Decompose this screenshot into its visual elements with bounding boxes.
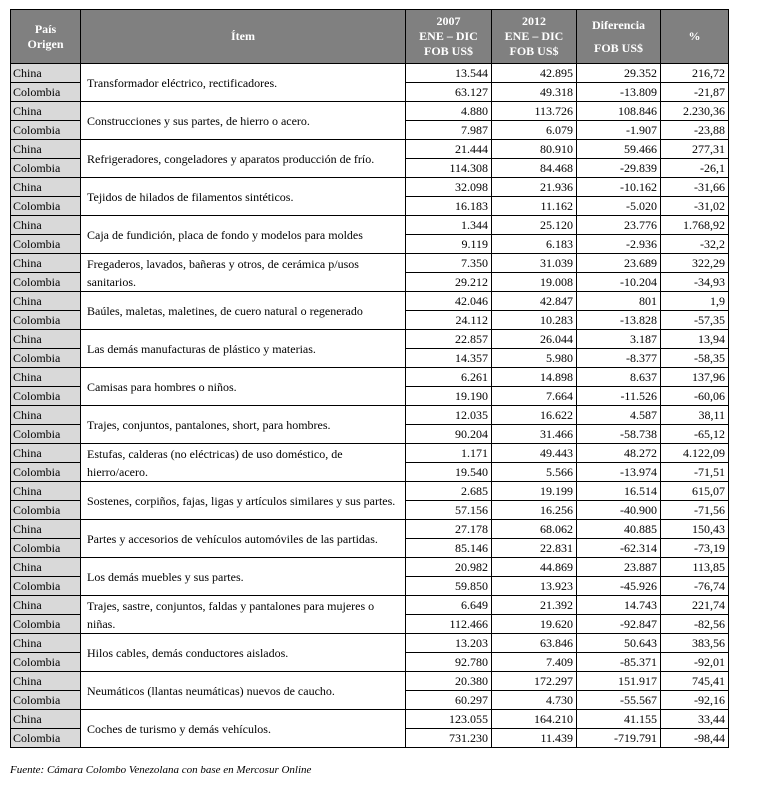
header-item: Ítem (81, 10, 406, 64)
percent-cell: 277,31 (661, 140, 729, 159)
difference-cell: 50.643 (577, 634, 661, 653)
percent-cell: -26,1 (661, 159, 729, 178)
difference-cell: 108.846 (577, 102, 661, 121)
value-2012-cell: 80.910 (492, 140, 577, 159)
header-difference: Diferencia FOB US$ (577, 10, 661, 64)
value-2012-cell: 49.318 (492, 83, 577, 102)
percent-cell: 150,43 (661, 520, 729, 539)
value-2012-cell: 7.409 (492, 653, 577, 672)
percent-cell: 113,85 (661, 558, 729, 577)
item-cell: Neumáticos (llantas neumáticas) nuevos de caucho. (81, 672, 406, 710)
percent-cell: 1.768,92 (661, 216, 729, 235)
value-2012-cell: 22.831 (492, 539, 577, 558)
difference-cell: -10.162 (577, 178, 661, 197)
item-cell: Coches de turismo y demás vehículos. (81, 710, 406, 748)
value-2007-cell: 29.212 (406, 273, 492, 292)
table-row (11, 140, 729, 159)
percent-cell: -71,56 (661, 501, 729, 520)
difference-cell: -2.936 (577, 235, 661, 254)
source-note: Fuente: Cámara Colombo Venezolana con base en Mercosur Online (10, 764, 312, 776)
difference-cell: -55.567 (577, 691, 661, 710)
value-2012-cell: 21.936 (492, 178, 577, 197)
country-cell: Colombia (11, 425, 81, 444)
value-2007-cell: 92.780 (406, 653, 492, 672)
country-cell: Colombia (11, 577, 81, 596)
item-cell: Camisas para hombres o niños. (81, 368, 406, 406)
value-2012-cell: 113.726 (492, 102, 577, 121)
value-2012-cell: 7.664 (492, 387, 577, 406)
value-2012-cell: 63.846 (492, 634, 577, 653)
difference-cell: 801 (577, 292, 661, 311)
item-cell: Trajes, conjuntos, pantalones, short, para hombres. (81, 406, 406, 444)
header-row (11, 10, 729, 64)
percent-cell: 33,44 (661, 710, 729, 729)
value-2012-cell: 42.895 (492, 64, 577, 83)
percent-cell: -34,93 (661, 273, 729, 292)
value-2007-cell: 32.098 (406, 178, 492, 197)
percent-cell: 383,56 (661, 634, 729, 653)
value-2012-cell: 10.283 (492, 311, 577, 330)
value-2012-cell: 4.730 (492, 691, 577, 710)
value-2007-cell: 12.035 (406, 406, 492, 425)
difference-cell: -29.839 (577, 159, 661, 178)
value-2007-cell: 14.357 (406, 349, 492, 368)
value-2012-cell: 6.183 (492, 235, 577, 254)
value-2007-cell: 13.203 (406, 634, 492, 653)
table-row (11, 102, 729, 121)
percent-cell: -71,51 (661, 463, 729, 482)
country-cell: Colombia (11, 463, 81, 482)
item-cell: Partes y accesorios de vehículos automóviles de las partidas. (81, 520, 406, 558)
value-2007-cell: 21.444 (406, 140, 492, 159)
difference-cell: -58.738 (577, 425, 661, 444)
table-row (11, 596, 729, 615)
value-2012-cell: 14.898 (492, 368, 577, 387)
difference-cell: -45.926 (577, 577, 661, 596)
header-percent: % (661, 10, 729, 64)
difference-cell: 59.466 (577, 140, 661, 159)
difference-cell: 23.887 (577, 558, 661, 577)
item-cell: Trajes, sastre, conjuntos, faldas y pantalones para mujeres o niñas. (81, 596, 406, 634)
difference-cell: 14.743 (577, 596, 661, 615)
percent-cell: 322,29 (661, 254, 729, 273)
difference-cell: 40.885 (577, 520, 661, 539)
country-cell: Colombia (11, 653, 81, 672)
country-cell: China (11, 292, 81, 311)
value-2007-cell: 85.146 (406, 539, 492, 558)
percent-cell: -23,88 (661, 121, 729, 140)
value-2007-cell: 19.190 (406, 387, 492, 406)
difference-cell: -5.020 (577, 197, 661, 216)
value-2007-cell: 59.850 (406, 577, 492, 596)
value-2007-cell: 6.261 (406, 368, 492, 387)
percent-cell: 4.122,09 (661, 444, 729, 463)
value-2012-cell: 68.062 (492, 520, 577, 539)
value-2012-cell: 5.980 (492, 349, 577, 368)
value-2007-cell: 63.127 (406, 83, 492, 102)
country-cell: China (11, 368, 81, 387)
trade-table-container (10, 9, 729, 748)
value-2007-cell: 16.183 (406, 197, 492, 216)
country-cell: Colombia (11, 273, 81, 292)
percent-cell: -58,35 (661, 349, 729, 368)
country-cell: Colombia (11, 197, 81, 216)
difference-cell: 4.587 (577, 406, 661, 425)
value-2012-cell: 25.120 (492, 216, 577, 235)
percent-cell: -98,44 (661, 729, 729, 748)
difference-cell: -1.907 (577, 121, 661, 140)
difference-cell: -719.791 (577, 729, 661, 748)
country-cell: Colombia (11, 615, 81, 634)
percent-cell: -92,01 (661, 653, 729, 672)
table-row (11, 216, 729, 235)
value-2012-cell: 19.620 (492, 615, 577, 634)
value-2012-cell: 13.923 (492, 577, 577, 596)
value-2007-cell: 42.046 (406, 292, 492, 311)
percent-cell: 38,11 (661, 406, 729, 425)
header-2007: 2007 ENE – DIC FOB US$ (406, 10, 492, 64)
country-cell: China (11, 558, 81, 577)
value-2012-cell: 26.044 (492, 330, 577, 349)
percent-cell: -60,06 (661, 387, 729, 406)
table-row (11, 710, 729, 729)
table-body (11, 64, 729, 748)
value-2012-cell: 42.847 (492, 292, 577, 311)
percent-cell: 1,9 (661, 292, 729, 311)
difference-cell: 23.689 (577, 254, 661, 273)
country-cell: China (11, 254, 81, 273)
value-2012-cell: 31.039 (492, 254, 577, 273)
value-2007-cell: 112.466 (406, 615, 492, 634)
percent-cell: 2.230,36 (661, 102, 729, 121)
country-cell: China (11, 216, 81, 235)
trade-comparison-table (10, 9, 729, 748)
difference-cell: -10.204 (577, 273, 661, 292)
item-cell: Baúles, maletas, maletines, de cuero natural o regenerado (81, 292, 406, 330)
percent-cell: 137,96 (661, 368, 729, 387)
value-2007-cell: 27.178 (406, 520, 492, 539)
difference-cell: 151.917 (577, 672, 661, 691)
value-2007-cell: 90.204 (406, 425, 492, 444)
value-2012-cell: 5.566 (492, 463, 577, 482)
item-cell: Hilos cables, demás conductores aislados. (81, 634, 406, 672)
country-cell: Colombia (11, 83, 81, 102)
country-cell: China (11, 482, 81, 501)
country-cell: Colombia (11, 387, 81, 406)
table-row (11, 178, 729, 197)
percent-cell: 13,94 (661, 330, 729, 349)
percent-cell: -57,35 (661, 311, 729, 330)
table-row (11, 64, 729, 83)
country-cell: China (11, 102, 81, 121)
difference-cell: 23.776 (577, 216, 661, 235)
item-cell: Construcciones y sus partes, de hierro o acero. (81, 102, 406, 140)
value-2012-cell: 164.210 (492, 710, 577, 729)
value-2007-cell: 24.112 (406, 311, 492, 330)
percent-cell: -32,2 (661, 235, 729, 254)
table-row (11, 406, 729, 425)
difference-cell: -13.828 (577, 311, 661, 330)
difference-cell: 29.352 (577, 64, 661, 83)
difference-cell: 16.514 (577, 482, 661, 501)
country-cell: China (11, 520, 81, 539)
percent-cell: 745,41 (661, 672, 729, 691)
value-2007-cell: 9.119 (406, 235, 492, 254)
country-cell: China (11, 178, 81, 197)
country-cell: China (11, 596, 81, 615)
percent-cell: -31,02 (661, 197, 729, 216)
value-2007-cell: 19.540 (406, 463, 492, 482)
country-cell: Colombia (11, 349, 81, 368)
percent-cell: -21,87 (661, 83, 729, 102)
value-2007-cell: 4.880 (406, 102, 492, 121)
value-2012-cell: 19.008 (492, 273, 577, 292)
table-row (11, 292, 729, 311)
value-2007-cell: 20.380 (406, 672, 492, 691)
percent-cell: 615,07 (661, 482, 729, 501)
table-row (11, 368, 729, 387)
value-2012-cell: 172.297 (492, 672, 577, 691)
value-2007-cell: 2.685 (406, 482, 492, 501)
table-row (11, 444, 729, 463)
value-2012-cell: 16.622 (492, 406, 577, 425)
value-2012-cell: 11.162 (492, 197, 577, 216)
item-cell: Las demás manufacturas de plástico y materias. (81, 330, 406, 368)
country-cell: China (11, 444, 81, 463)
country-cell: Colombia (11, 539, 81, 558)
table-row (11, 520, 729, 539)
value-2007-cell: 123.055 (406, 710, 492, 729)
country-cell: Colombia (11, 159, 81, 178)
percent-cell: -82,56 (661, 615, 729, 634)
item-cell: Refrigeradores, congeladores y aparatos producción de frío. (81, 140, 406, 178)
item-cell: Los demás muebles y sus partes. (81, 558, 406, 596)
country-cell: China (11, 406, 81, 425)
table-row (11, 482, 729, 501)
country-cell: Colombia (11, 121, 81, 140)
value-2012-cell: 44.869 (492, 558, 577, 577)
header-2012: 2012 ENE – DIC FOB US$ (492, 10, 577, 64)
value-2012-cell: 31.466 (492, 425, 577, 444)
country-cell: Colombia (11, 235, 81, 254)
value-2007-cell: 13.544 (406, 64, 492, 83)
item-cell: Transformador eléctrico, rectificadores. (81, 64, 406, 102)
value-2012-cell: 49.443 (492, 444, 577, 463)
percent-cell: -76,74 (661, 577, 729, 596)
country-cell: Colombia (11, 729, 81, 748)
difference-cell: 48.272 (577, 444, 661, 463)
value-2012-cell: 6.079 (492, 121, 577, 140)
table-row (11, 254, 729, 273)
country-cell: China (11, 634, 81, 653)
table-row (11, 672, 729, 691)
item-cell: Sostenes, corpiños, fajas, ligas y artículos similares y sus partes. (81, 482, 406, 520)
value-2012-cell: 21.392 (492, 596, 577, 615)
item-cell: Caja de fundición, placa de fondo y modelos para moldes (81, 216, 406, 254)
table-row (11, 558, 729, 577)
value-2007-cell: 1.344 (406, 216, 492, 235)
country-cell: China (11, 140, 81, 159)
difference-cell: -92.847 (577, 615, 661, 634)
value-2007-cell: 731.230 (406, 729, 492, 748)
country-cell: Colombia (11, 691, 81, 710)
difference-cell: -85.371 (577, 653, 661, 672)
percent-cell: -65,12 (661, 425, 729, 444)
item-cell: Fregaderos, lavados, bañeras y otros, de cerámica p/usos sanitarios. (81, 254, 406, 292)
difference-cell: -62.314 (577, 539, 661, 558)
value-2007-cell: 6.649 (406, 596, 492, 615)
country-cell: China (11, 672, 81, 691)
difference-cell: -13.809 (577, 83, 661, 102)
value-2012-cell: 11.439 (492, 729, 577, 748)
difference-cell: 3.187 (577, 330, 661, 349)
item-cell: Tejidos de hilados de filamentos sintéticos. (81, 178, 406, 216)
value-2007-cell: 57.156 (406, 501, 492, 520)
country-cell: Colombia (11, 311, 81, 330)
country-cell: China (11, 710, 81, 729)
difference-cell: -8.377 (577, 349, 661, 368)
percent-cell: -92,16 (661, 691, 729, 710)
country-cell: Colombia (11, 501, 81, 520)
difference-cell: -11.526 (577, 387, 661, 406)
country-cell: China (11, 330, 81, 349)
percent-cell: -31,66 (661, 178, 729, 197)
value-2007-cell: 22.857 (406, 330, 492, 349)
percent-cell: -73,19 (661, 539, 729, 558)
value-2012-cell: 84.468 (492, 159, 577, 178)
value-2007-cell: 7.987 (406, 121, 492, 140)
percent-cell: 221,74 (661, 596, 729, 615)
difference-cell: 41.155 (577, 710, 661, 729)
value-2007-cell: 1.171 (406, 444, 492, 463)
item-cell: Estufas, calderas (no eléctricas) de uso doméstico, de hierro/acero. (81, 444, 406, 482)
country-cell: China (11, 64, 81, 83)
value-2007-cell: 60.297 (406, 691, 492, 710)
value-2007-cell: 114.308 (406, 159, 492, 178)
table-row (11, 634, 729, 653)
value-2012-cell: 19.199 (492, 482, 577, 501)
value-2007-cell: 7.350 (406, 254, 492, 273)
header-country: País Origen (11, 10, 81, 64)
value-2007-cell: 20.982 (406, 558, 492, 577)
difference-cell: -13.974 (577, 463, 661, 482)
table-row (11, 330, 729, 349)
percent-cell: 216,72 (661, 64, 729, 83)
value-2012-cell: 16.256 (492, 501, 577, 520)
difference-cell: 8.637 (577, 368, 661, 387)
difference-cell: -40.900 (577, 501, 661, 520)
